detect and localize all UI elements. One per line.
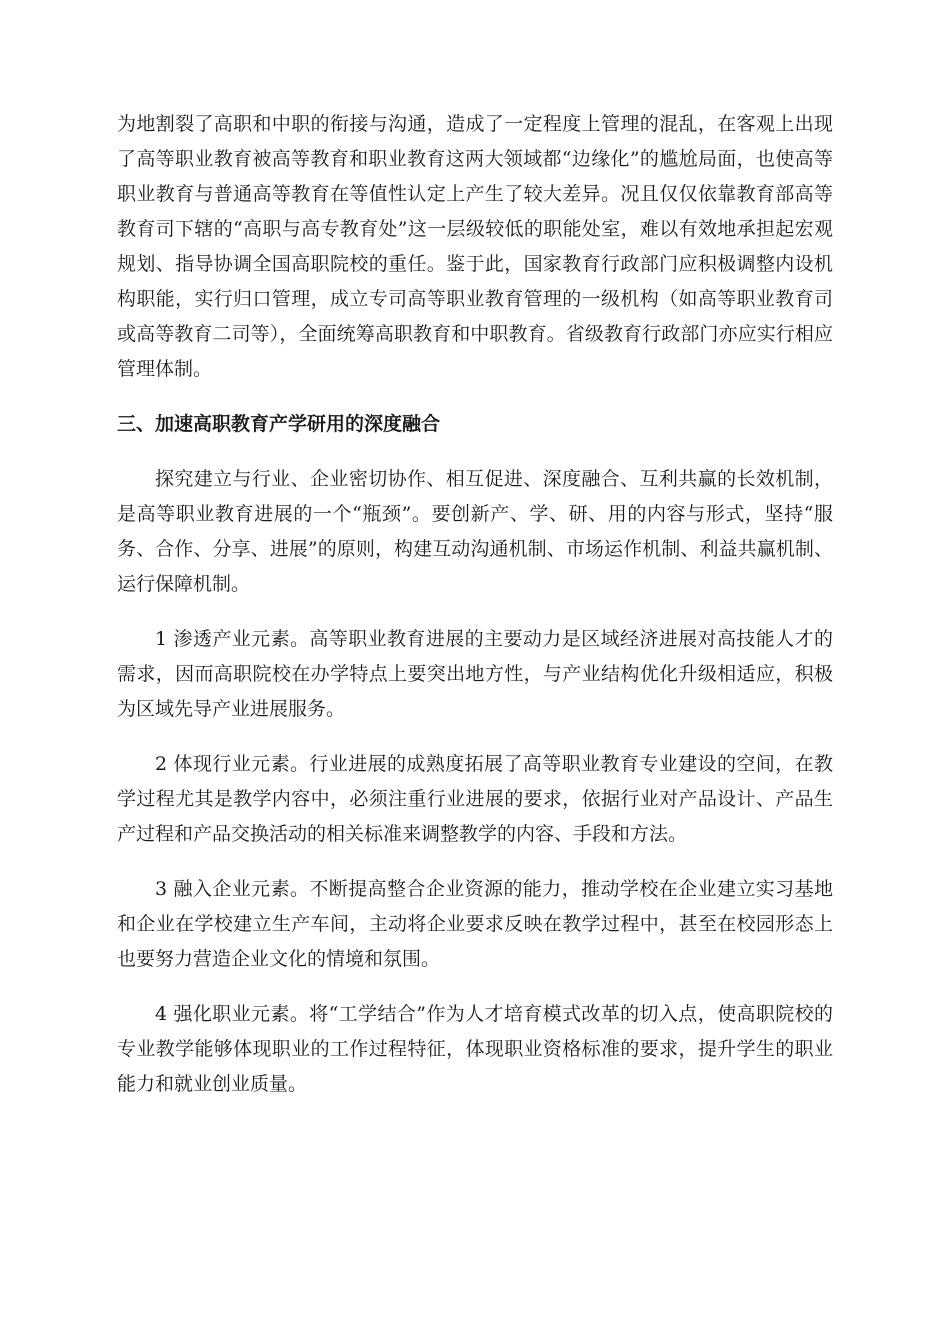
list-item-industry: 1 渗透产业元素。高等职业教育进展的主要动力是区域经济进展对高技能人才的需求，因而高职院校在办学特点上要突出地方性，与产业结构优化升级相适应，积极为区域先导产业进展服务。 [117,628,833,720]
document-page [117,107,833,1122]
section-intro-paragraph: 探究建立与行业、企业密切协作、相互促进、深度融合、互利共赢的长效机制，是高等职业教育进展的一个“瓶颈”。要创新产、学、研、用的内容与形式，坚持“服务、合作、分享、进展”的原则，构建互动沟通机制、市场运作机制、利益共赢机制、运行保障机制。 [117,468,833,595]
body-paragraph-continued: 为地割裂了高职和中职的衔接与沟通，造成了一定程度上管理的混乱，在客观上出现了高等职业教育被高等教育和职业教育这两大领域都“边缘化”的尴尬局面，也使高等职业教育与普通高等教育在等值性认定上产生了较大差异。况且仅仅依靠教育部高等教育司下辖的“高职与高专教育处”这一层级较低的职能处室，难以有效地承担起宏观规划、指导协调全国高职院校的重任。鉴于此，国家教育行政部门应积极调整内设机构职能，实行归口管理，成立专司高等职业教育管理的一级机构（如高等职业教育司或高等教育二司等），全面统筹高职教育和中职教育。省级教育行政部门亦应实行相应管理体制。 [117,113,833,380]
list-item-enterprise: 3 融入企业元素。不断提高整合企业资源的能力，推动学校在企业建立实习基地和企业在学校建立生产车间，主动将企业要求反映在教学过程中，甚至在校园形态上也要努力营造企业文化的情境和氛围。 [117,878,833,970]
list-item-profession: 4 强化职业元素。将“工学结合”作为人才培育模式改革的切入点，使高职院校的专业教学能够体现职业的工作过程特征，体现职业资格标准的要求，提升学生的职业能力和就业创业质量。 [117,1003,833,1095]
section-heading: 三、加速高职教育产学研用的深度融合 [117,413,441,435]
list-item-trade: 2 体现行业元素。行业进展的成熟度拓展了高等职业教育专业建设的空间，在教学过程尤其是教学内容中，必须注重行业进展的要求，依据行业对产品设计、产品生产过程和产品交换活动的相关标准来调整教学的内容、手段和方法。 [117,753,833,845]
